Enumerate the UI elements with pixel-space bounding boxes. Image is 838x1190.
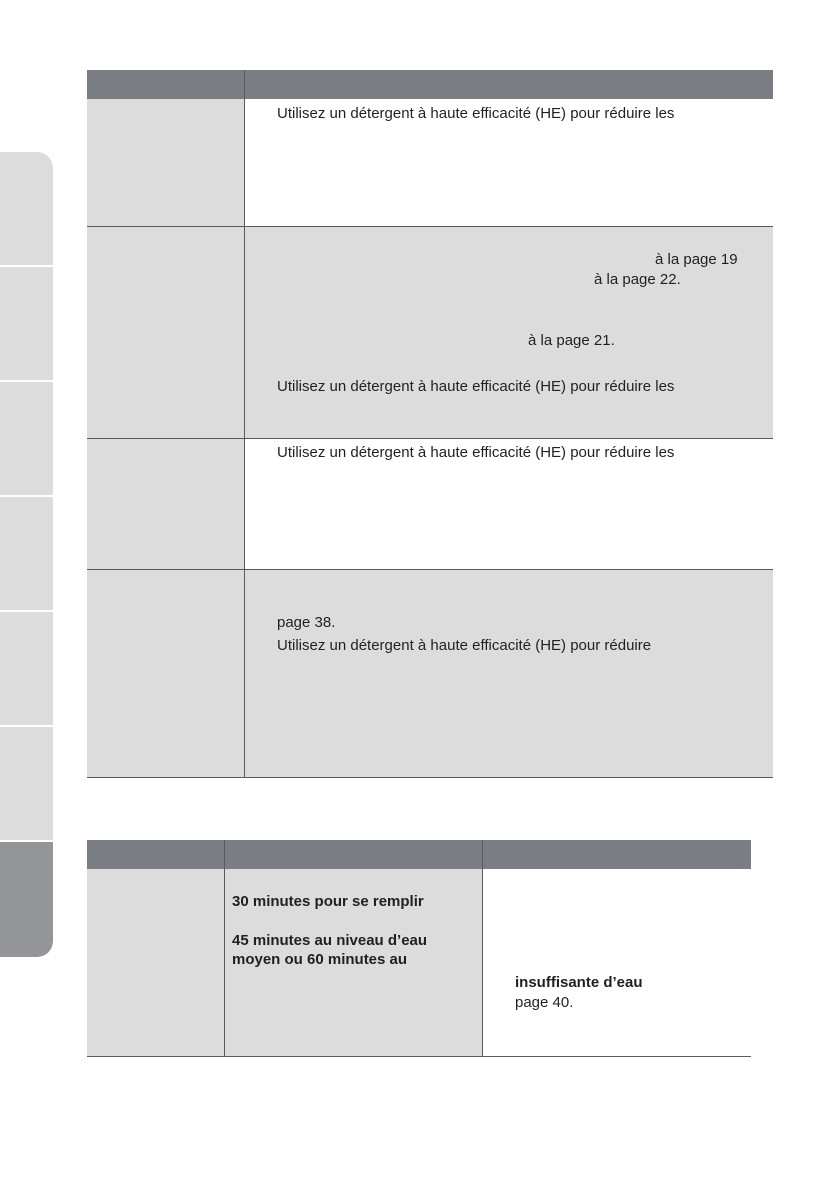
- side-tab-5[interactable]: [0, 612, 53, 725]
- table1-row1-text: Utilisez un détergent à haute efficacité (HE) pour réduire les: [277, 105, 675, 122]
- table1-bottom-rule: [87, 777, 773, 778]
- table1-row3-text: Utilisez un détergent à haute efficacité (HE) pour réduire les: [277, 444, 675, 461]
- side-tab-7-active[interactable]: [0, 842, 53, 957]
- side-tab-4[interactable]: [0, 497, 53, 610]
- side-tab-6[interactable]: [0, 727, 53, 840]
- table1-row4-text: Utilisez un détergent à haute efficacité (HE) pour réduire: [277, 637, 652, 654]
- table2-col2-line3: moyen ou 60 minutes au: [232, 951, 408, 968]
- table2-col3-line1: insuffisante d’eau: [515, 974, 643, 991]
- table1-row4-cell: [87, 570, 773, 777]
- table2-bottom-rule: [87, 1056, 751, 1057]
- table2-col3-line2: page 40.: [515, 994, 574, 1011]
- table2-header: [87, 840, 751, 869]
- side-tab-2[interactable]: [0, 267, 53, 380]
- table1-row2-ref-page21: à la page 21.: [528, 332, 615, 349]
- table1-row3-label-cell: [87, 439, 244, 569]
- table1-column-divider: [244, 70, 245, 778]
- table1-row4-ref-page38: page 38.: [277, 614, 336, 631]
- table2-divider-1: [224, 840, 225, 1056]
- table2-col2-line2: 45 minutes au niveau d’eau: [232, 932, 428, 949]
- table1-row2-text: Utilisez un détergent à haute efficacité (HE) pour réduire les: [277, 378, 675, 395]
- side-tab-3[interactable]: [0, 382, 53, 495]
- table2-col1-cell: [87, 869, 224, 1056]
- side-tab-1[interactable]: [0, 152, 53, 265]
- table1-row2-ref-page22: à la page 22.: [594, 271, 681, 288]
- table1-header: [87, 70, 773, 99]
- table1-row2-ref-page19: à la page 19: [655, 251, 738, 268]
- table2-divider-2: [482, 840, 483, 1056]
- table2-col2-line1: 30 minutes pour se remplir: [232, 893, 424, 910]
- table1-row1-label-cell: [87, 99, 244, 226]
